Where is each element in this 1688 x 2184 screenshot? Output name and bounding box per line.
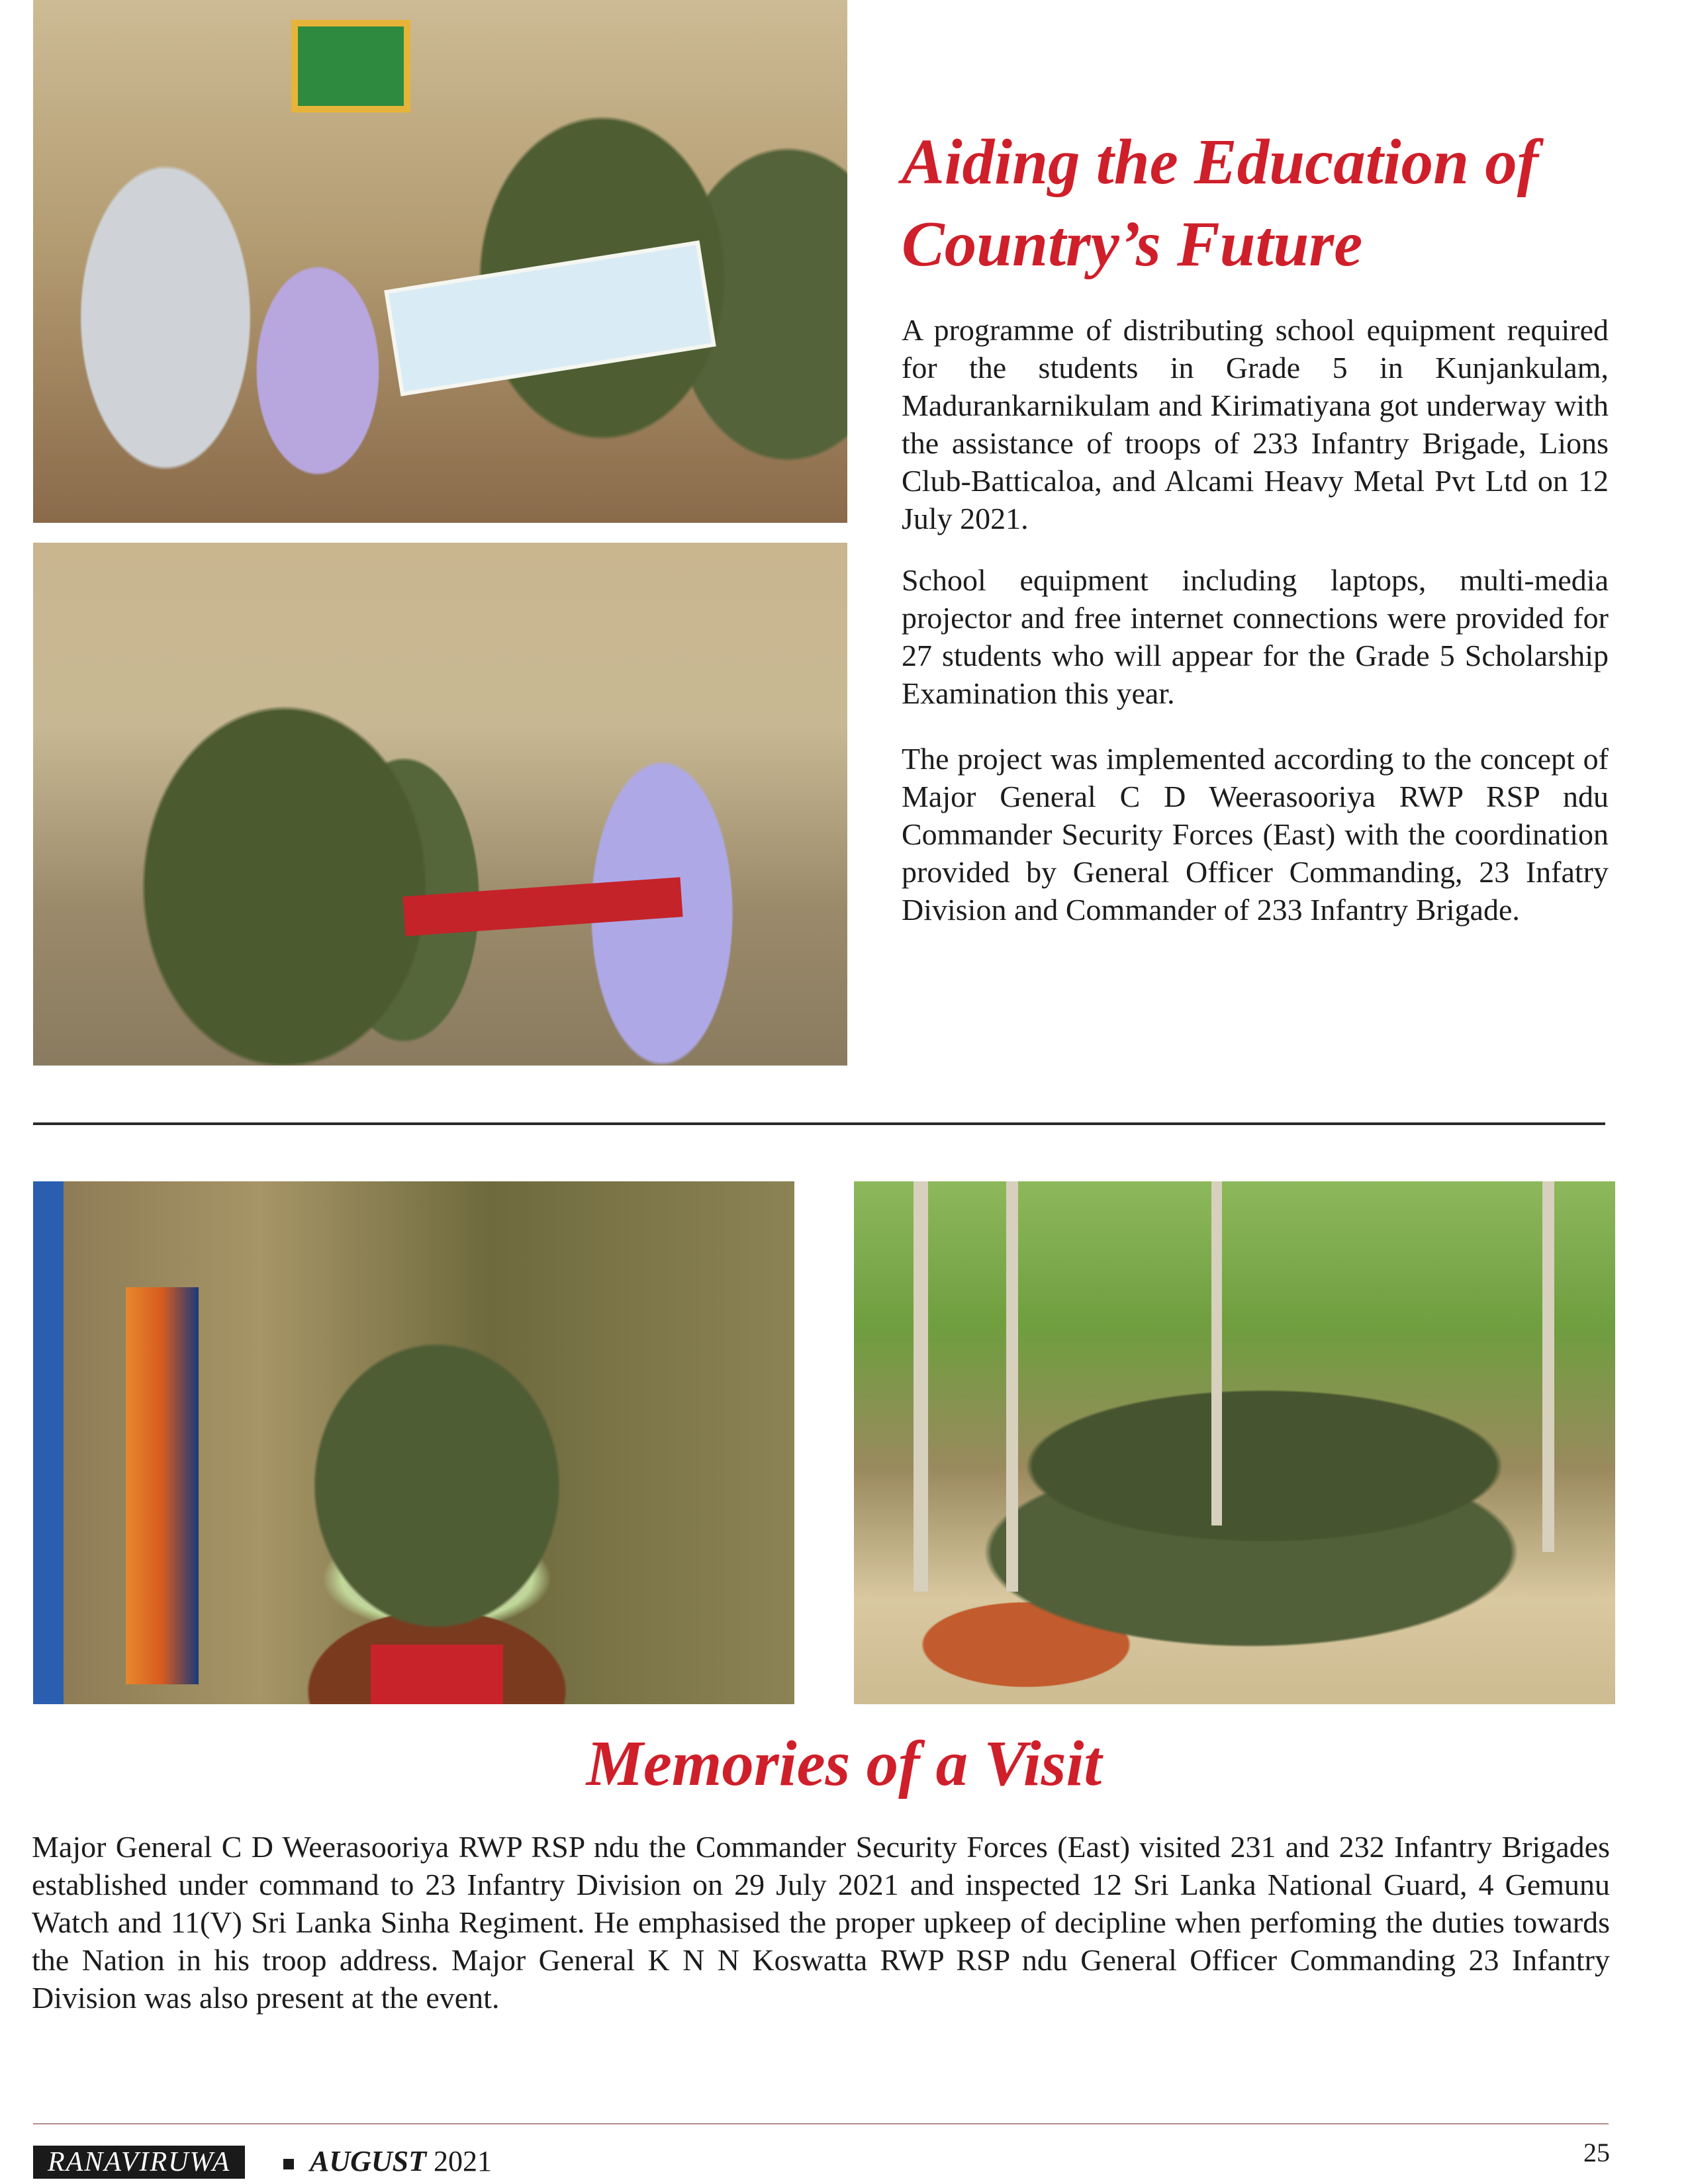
section-divider (33, 1122, 1605, 1125)
article-paragraph: Major General C D Weerasooriya RWP RSP ndu the Commander Security Forces (East) visited 231 and 232 Infantry Brigades established under command to 23 Infantry Division on 29 July 2021 and inspected 12 Sri Lanka National Guard, 4 Gemunu Watch and 11(V) Sri Lanka Sinha Regiment. He emphasised the proper upkeep of decipline when perfoming the duties towards the Nation in his troop address. Major General K N N Koswatta RWP RSP ndu General Officer Commanding 23 Infantry Division was also present at the event. (32, 1830, 1610, 2015)
rank-star-plaque (371, 1645, 503, 1704)
issue-month: AUGUST (310, 2145, 427, 2177)
donation-placard (384, 240, 716, 396)
article-paragraph: School equipment including laptops, multi-media projector and free internet connections were provided for 27 students who will appear for the Grade 5 Scholarship Examination this year. (902, 563, 1609, 710)
photo-equipment-handover (33, 0, 847, 523)
photo-student-receiving-gift (33, 543, 847, 1066)
photo-commander-at-podium (33, 1181, 794, 1704)
article-paragraph: The project was implemented according to the concept of Major General C D Weerasooriya RWP RSP ndu Commander Security Forces (East) with the coordination provided by General Officer Commanding, 23 Infatry Division and Commander of 233 Infantry Brigade. (902, 742, 1609, 927)
article-headline-visit: Memories of a Visit (586, 1728, 1102, 1799)
issue-year: 2021 (434, 2145, 492, 2177)
footer-divider (33, 2123, 1609, 2124)
tree-trunk (1006, 1181, 1018, 1592)
magazine-masthead: RANAVIRUWA (33, 2146, 245, 2179)
square-bullet-icon (283, 2159, 294, 2169)
article-headline-education: Aiding the Education of Country’s Future (902, 126, 1539, 279)
page-number: 25 (1583, 2138, 1610, 2167)
photo-seated-troops (854, 1181, 1615, 1704)
school-flag (291, 20, 410, 113)
tree-trunk (1542, 1181, 1554, 1552)
tree-trunk (1211, 1181, 1222, 1525)
issue-date (310, 2143, 492, 2180)
article-paragraph: A programme of distributing school equipment required for the students in Grade 5 in Kunjankulam, Madurankarnikulam and Kirimatiyana got underway with the assistance of troops of 233 Infantry Brigade, Lions Club-Batticaloa, and Alcami Heavy Metal Pvt Ltd on 12 July 2021. (902, 313, 1609, 535)
gift-tray (402, 877, 682, 936)
tree-trunk (914, 1181, 928, 1592)
regimental-banner (126, 1287, 199, 1684)
